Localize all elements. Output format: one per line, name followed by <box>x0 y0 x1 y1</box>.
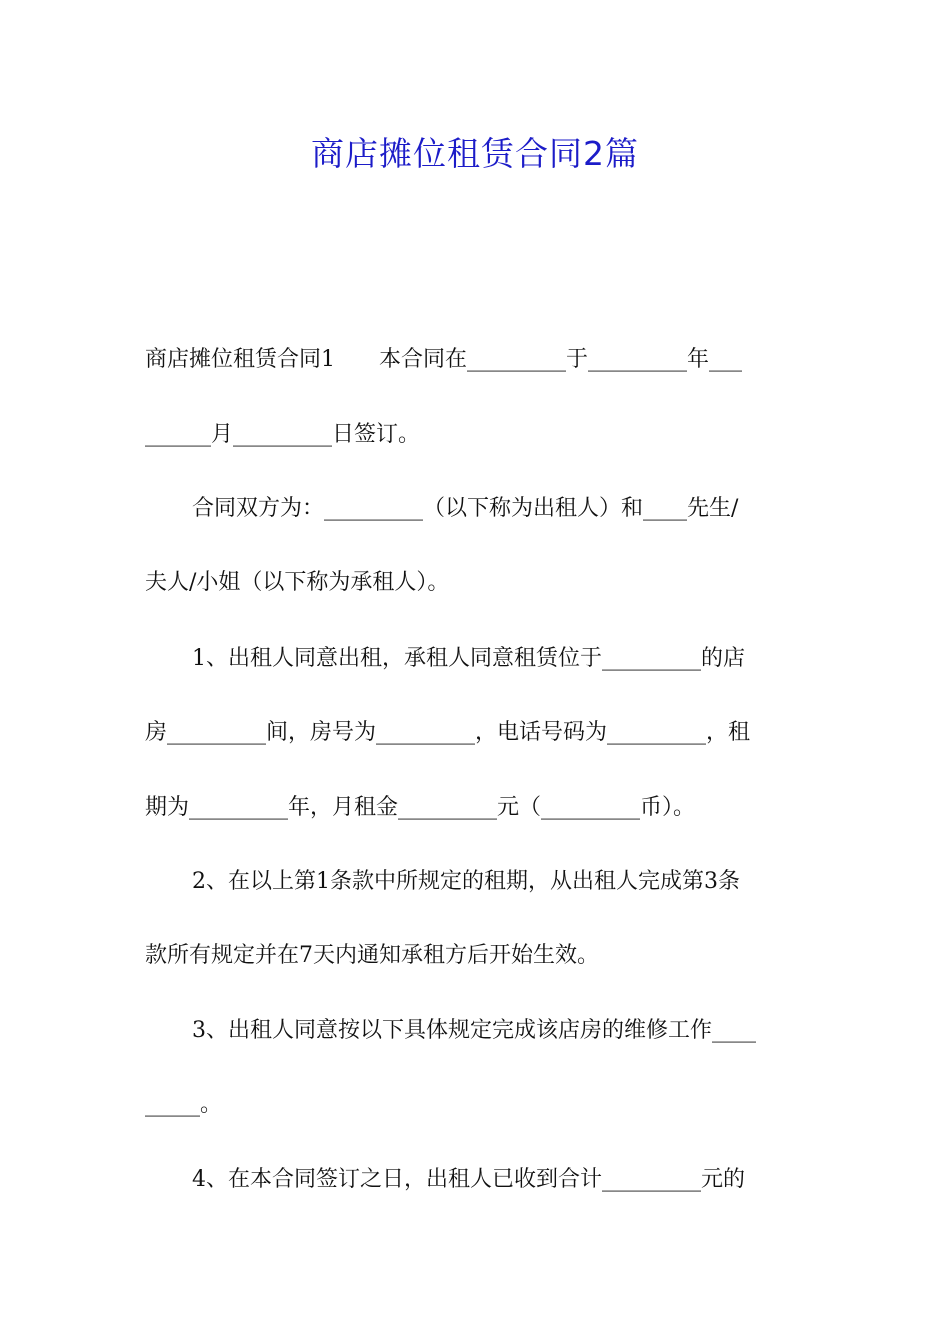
paragraph-line: 2、在以上第1条款中所规定的租期，从出租人完成第3条 <box>192 869 740 894</box>
paragraph-line: 3、出租人同意按以下具体规定完成该店房的维修工作____ <box>192 1018 756 1043</box>
paragraph-line: 4、在本合同签订之日，出租人已收到合计_________元的 <box>192 1167 745 1192</box>
document-title: 商店摊位租赁合同2篇 <box>311 134 639 173</box>
paragraph-line: 商店摊位租赁合同1 本合同在_________于_________年___ <box>145 347 742 372</box>
paragraph-line: 1、出租人同意出租，承租人同意租赁位于_________的店 <box>192 646 745 671</box>
paragraph-line: _____。 <box>145 1092 223 1117</box>
paragraph-line: 房_________间，房号为_________，电话号码为_________，租 <box>145 720 751 745</box>
paragraph-line: 期为_________年，月租金_________元（_________币）。 <box>145 795 696 820</box>
paragraph-line: 合同双方为：_________（以下称为出租人）和____先生/ <box>192 496 739 521</box>
paragraph-line: 夫人/小姐（以下称为承租人）。 <box>145 570 450 595</box>
paragraph-line: ______月_________日签订。 <box>145 422 421 447</box>
paragraph-line: 款所有规定并在7天内通知承租方后开始生效。 <box>145 943 599 968</box>
